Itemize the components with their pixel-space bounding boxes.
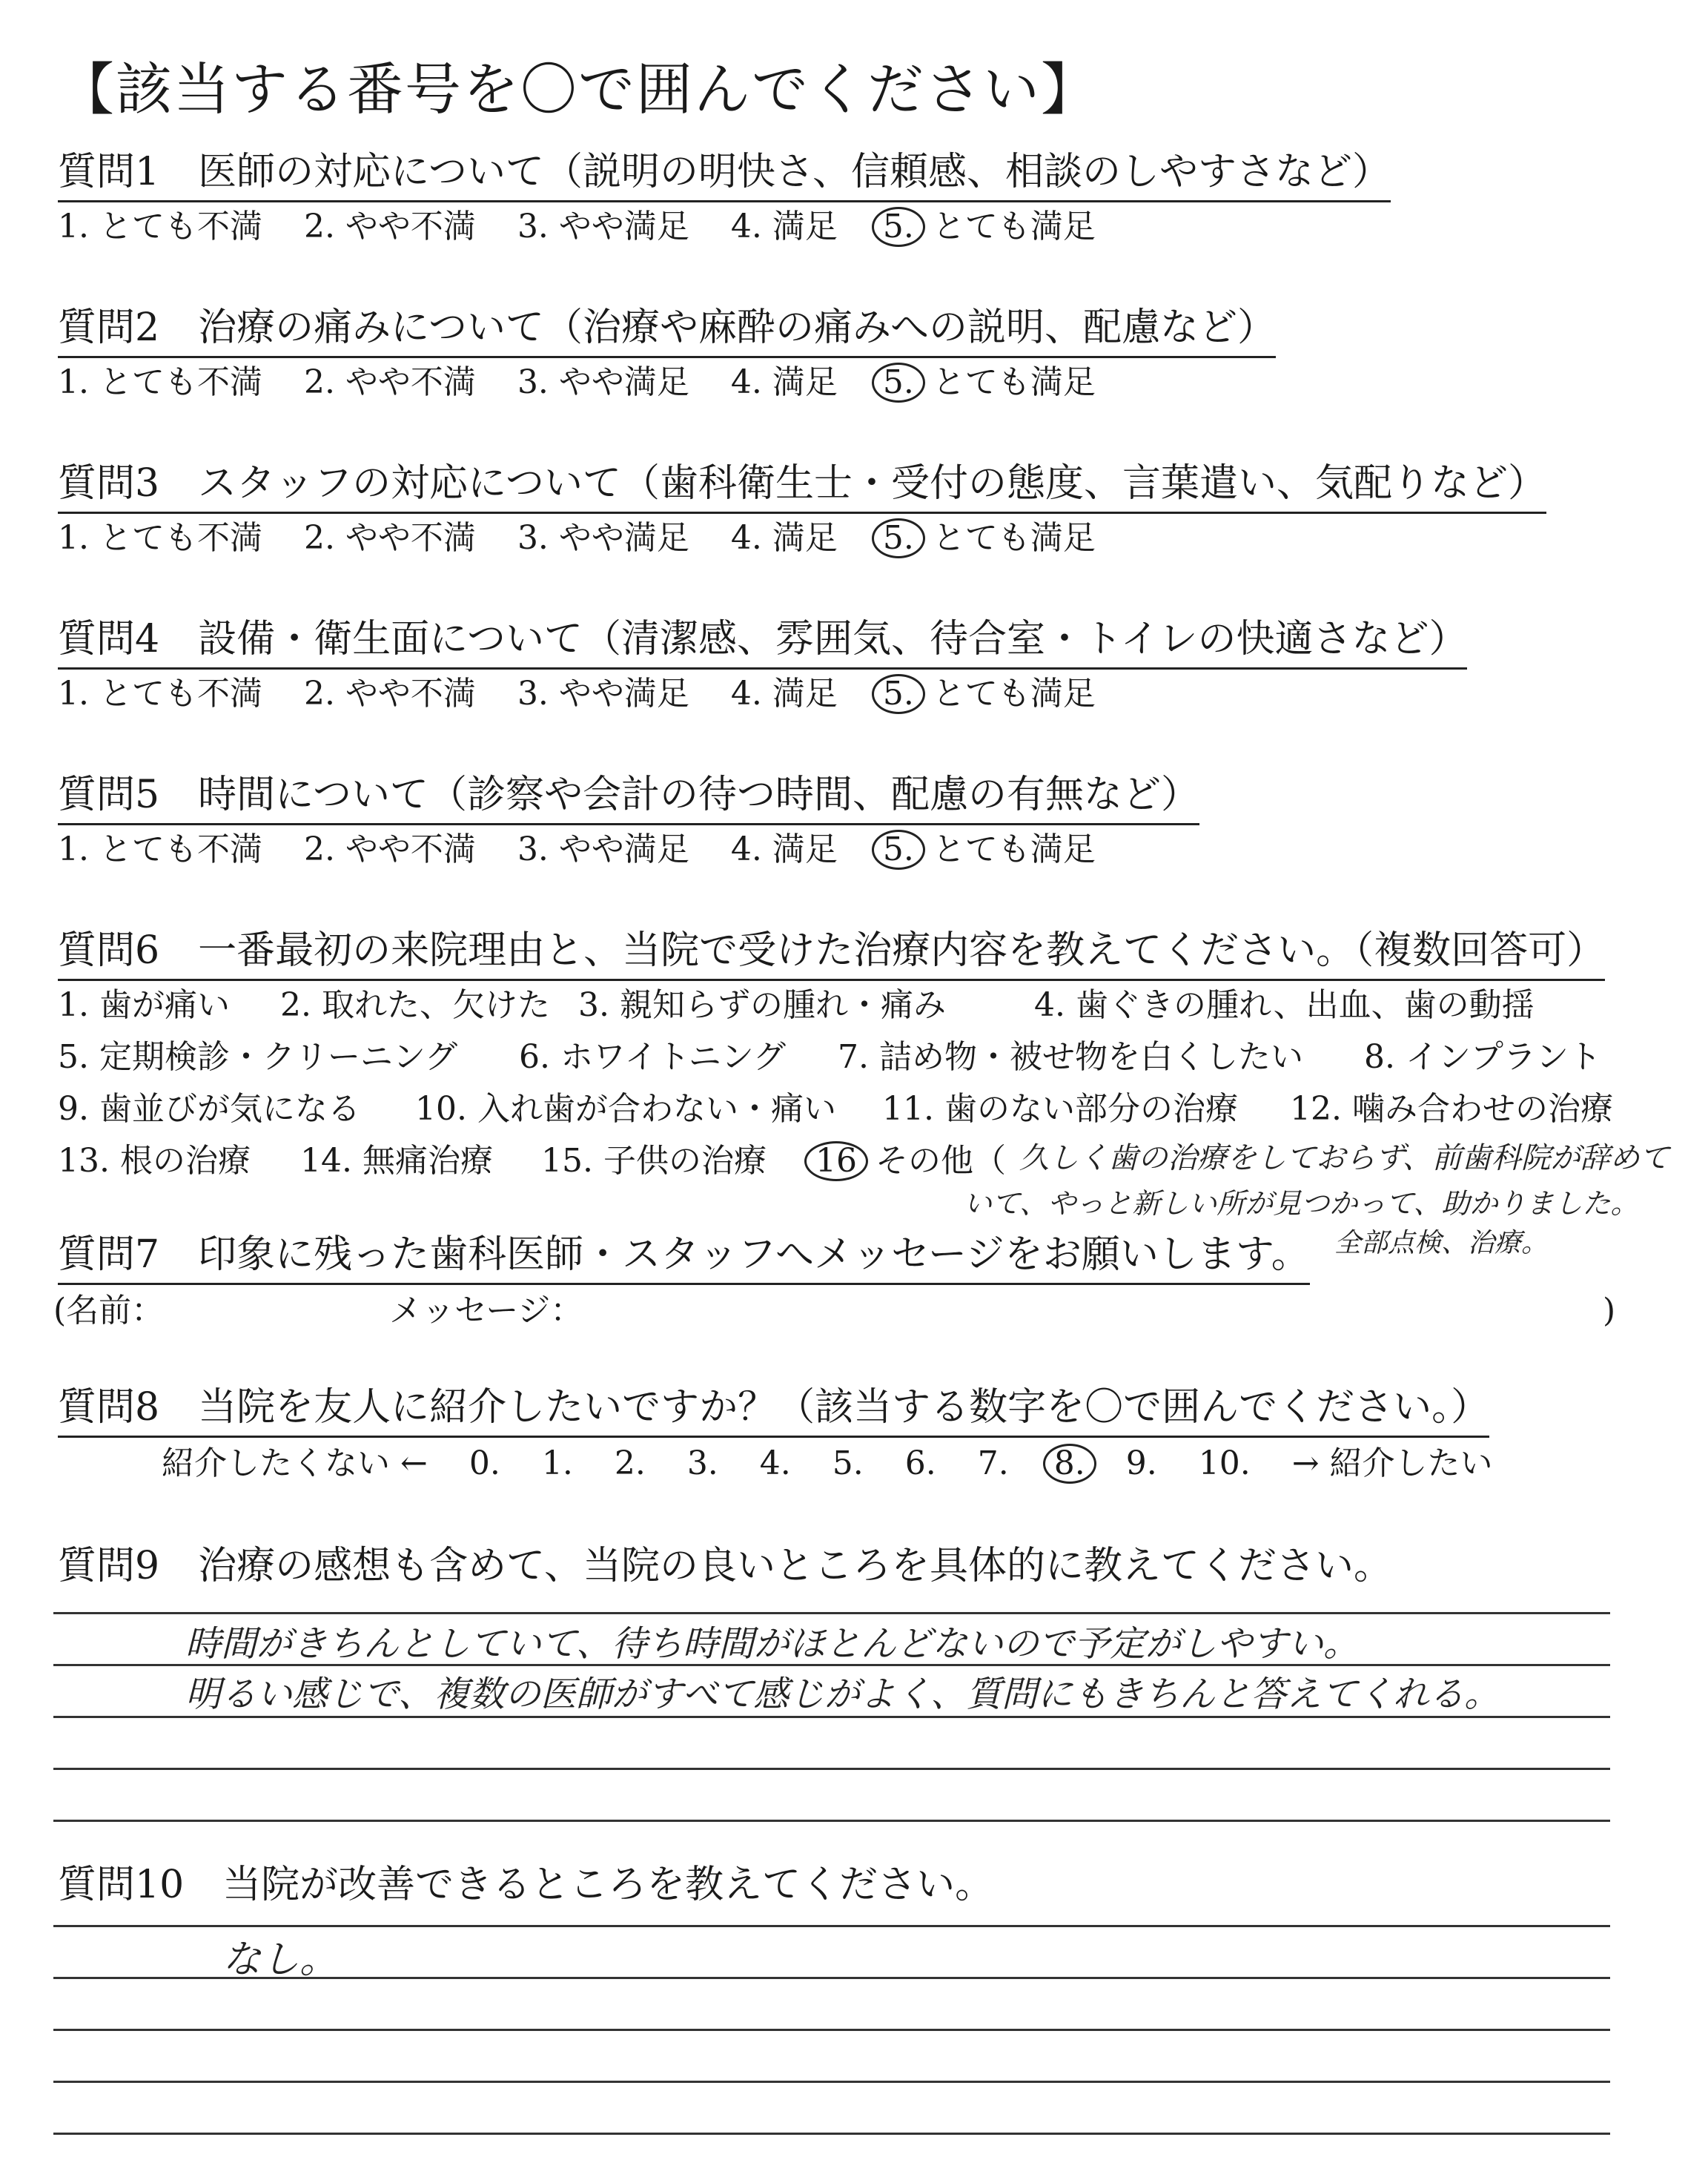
option-4[interactable]: 4. 満足	[730, 830, 838, 868]
reason-option[interactable]: 3. 親知らずの腫れ・痛み	[578, 986, 946, 1024]
option-3[interactable]: 3. やや満足	[517, 363, 689, 401]
question-9-label: 質問9 治療の感想も含めて、当院の良いところを具体的に教えてください。	[58, 1544, 1393, 1588]
reason-option[interactable]: 14. 無痛治療	[300, 1142, 493, 1180]
option-1[interactable]: 1. とても不満	[58, 519, 262, 557]
option-4[interactable]: 4. 満足	[730, 675, 838, 713]
reason-option[interactable]: 11. 歯のない部分の治療	[882, 1090, 1238, 1128]
selected-answer-circle[interactable]: 5.	[872, 830, 925, 870]
option-4[interactable]: 4. 満足	[730, 208, 838, 245]
reason-option[interactable]: 1. 歯が痛い	[58, 986, 230, 1024]
option-2[interactable]: 2. やや不満	[303, 519, 476, 557]
scale-option[interactable]: 2.	[614, 1444, 646, 1482]
scale-option[interactable]: 1.	[541, 1444, 573, 1482]
question-1-options	[58, 206, 1096, 248]
selected-answer-circle[interactable]: 5.	[872, 518, 925, 558]
selected-answer-circle[interactable]: 5.	[872, 207, 925, 247]
scale-option[interactable]: 10.	[1198, 1444, 1251, 1482]
scale-option[interactable]: 0.	[469, 1444, 500, 1482]
recommend-scale	[162, 1443, 1493, 1484]
name-label: (名前：	[53, 1292, 165, 1330]
answer-line	[53, 2133, 1610, 2135]
option-5-label: とても満足	[932, 519, 1096, 557]
option-2[interactable]: 2. やや不満	[303, 675, 476, 713]
answer-line	[53, 1612, 1610, 1614]
reason-option[interactable]: 6. ホワイトニング	[519, 1038, 787, 1076]
question-4-options	[58, 673, 1096, 715]
scale-left-label: 紹介したくない ←	[162, 1444, 428, 1482]
option-5-label: とても満足	[932, 830, 1096, 868]
message-close-paren: )	[1603, 1292, 1616, 1330]
question-5-label: 質問5 時間について（診察や会計の待つ時間、配慮の有無など）	[58, 771, 1199, 825]
option-3[interactable]: 3. やや満足	[517, 519, 689, 557]
option-2[interactable]: 2. やや不満	[303, 208, 476, 245]
option-1[interactable]: 1. とても不満	[58, 208, 262, 245]
question-3-label: 質問3 スタッフの対応について（歯科衛生士・受付の態度、言葉遣い、気配りなど）	[58, 460, 1546, 514]
reason-option[interactable]: 4. 歯ぐきの腫れ、出血、歯の動揺	[1034, 986, 1535, 1024]
option-1[interactable]: 1. とても不満	[58, 830, 262, 868]
answer-line	[53, 2029, 1610, 2031]
reason-option[interactable]: 7. 詰め物・被せ物を白くしたい	[838, 1038, 1303, 1076]
selected-answer-circle[interactable]: 16	[804, 1141, 868, 1181]
option-5-label: とても満足	[932, 675, 1096, 713]
option-1[interactable]: 1. とても不満	[58, 675, 262, 713]
question-7-label: 質問7 印象に残った歯科医師・スタッフへメッセージをお願いします。	[58, 1231, 1310, 1285]
option-4[interactable]: 4. 満足	[730, 519, 838, 557]
scale-option[interactable]: 5.	[832, 1444, 864, 1482]
form-title: 【該当する番号を〇で囲んでください】	[58, 56, 1099, 122]
reason-option[interactable]: 9. 歯並びが気になる	[58, 1090, 360, 1128]
question-4-label: 質問4 設備・衛生面について（清潔感、雰囲気、待合室・トイレの快適さなど）	[58, 615, 1467, 670]
reason-option[interactable]: 10. 入れ歯が合わない・痛い	[415, 1090, 836, 1128]
option-4[interactable]: 4. 満足	[730, 363, 838, 401]
handwritten-other-line-2: いて、やっと新しい所が見つかって、助かりました。	[964, 1187, 1639, 1220]
handwritten-answer-q9-line-1: 時間がきちんとしていて、待ち時間がほとんどないので予定がしやすい。	[185, 1623, 1360, 1665]
question-10-label: 質問10 当院が改善できるところを教えてください。	[58, 1863, 994, 1907]
answer-line	[53, 2081, 1610, 2083]
question-5-options	[58, 829, 1096, 871]
option-2[interactable]: 2. やや不満	[303, 830, 476, 868]
scale-right-label: → 紹介したい	[1291, 1444, 1493, 1482]
handwritten-other-line-3: 全部点検、治療。	[1334, 1228, 1549, 1258]
answer-line	[53, 1768, 1610, 1770]
handwritten-answer-q9-line-2: 明るい感じで、複数の医師がすべて感じがよく、質問にもきちんと答えてくれる。	[185, 1674, 1500, 1715]
reason-option[interactable]: 8. インプラント	[1364, 1038, 1601, 1076]
question-1-label: 質問1 医師の対応について（説明の明快さ、信頼感、相談のしやすさなど）	[58, 148, 1391, 202]
reason-option[interactable]: 13. 根の治療	[58, 1142, 251, 1180]
reason-option[interactable]: 12. 噛み合わせの治療	[1290, 1090, 1613, 1128]
scale-option[interactable]: 3.	[686, 1444, 718, 1482]
question-2-options	[58, 362, 1096, 403]
selected-answer-circle[interactable]: 8.	[1043, 1444, 1096, 1484]
scale-option[interactable]: 9.	[1125, 1444, 1157, 1482]
handwritten-other-line-1: 久しく歯の治療をしておらず、前歯科院が辞めて	[1019, 1141, 1669, 1175]
reason-option[interactable]: 2. 取れた、欠けた	[280, 986, 550, 1024]
reason-option[interactable]: 5. 定期検診・クリーニング	[58, 1038, 458, 1076]
question-8-label: 質問8 当院を友人に紹介したいですか？（該当する数字を〇で囲んでください。）	[58, 1384, 1489, 1438]
answer-line	[53, 1925, 1610, 1927]
question-6-label: 質問6 一番最初の来院理由と、当院で受けた治療内容を教えてください。（複数回答可）	[58, 927, 1605, 981]
option-3[interactable]: 3. やや満足	[517, 830, 689, 868]
option-2[interactable]: 2. やや不満	[303, 363, 476, 401]
question-2-label: 質問2 治療の痛みについて（治療や麻酔の痛みへの説明、配慮など）	[58, 304, 1276, 358]
answer-line	[53, 1820, 1610, 1822]
scale-option[interactable]: 6.	[904, 1444, 936, 1482]
handwritten-answer-q10: なし。	[222, 1938, 339, 1982]
question-3-options	[58, 518, 1096, 559]
option-3[interactable]: 3. やや満足	[517, 208, 689, 245]
reason-option-other[interactable]	[812, 1140, 1006, 1182]
other-label: その他（	[875, 1142, 1006, 1180]
option-5-label: とても満足	[932, 208, 1096, 245]
selected-answer-circle[interactable]: 5.	[872, 363, 925, 403]
message-label: メッセージ：	[389, 1292, 583, 1330]
option-1[interactable]: 1. とても不満	[58, 363, 262, 401]
option-5-label: とても満足	[932, 363, 1096, 401]
selected-answer-circle[interactable]: 5.	[872, 674, 925, 714]
reason-option[interactable]: 15. 子供の治療	[541, 1142, 767, 1180]
scale-option[interactable]: 7.	[977, 1444, 1009, 1482]
scale-option[interactable]: 4.	[759, 1444, 791, 1482]
option-3[interactable]: 3. やや満足	[517, 675, 689, 713]
